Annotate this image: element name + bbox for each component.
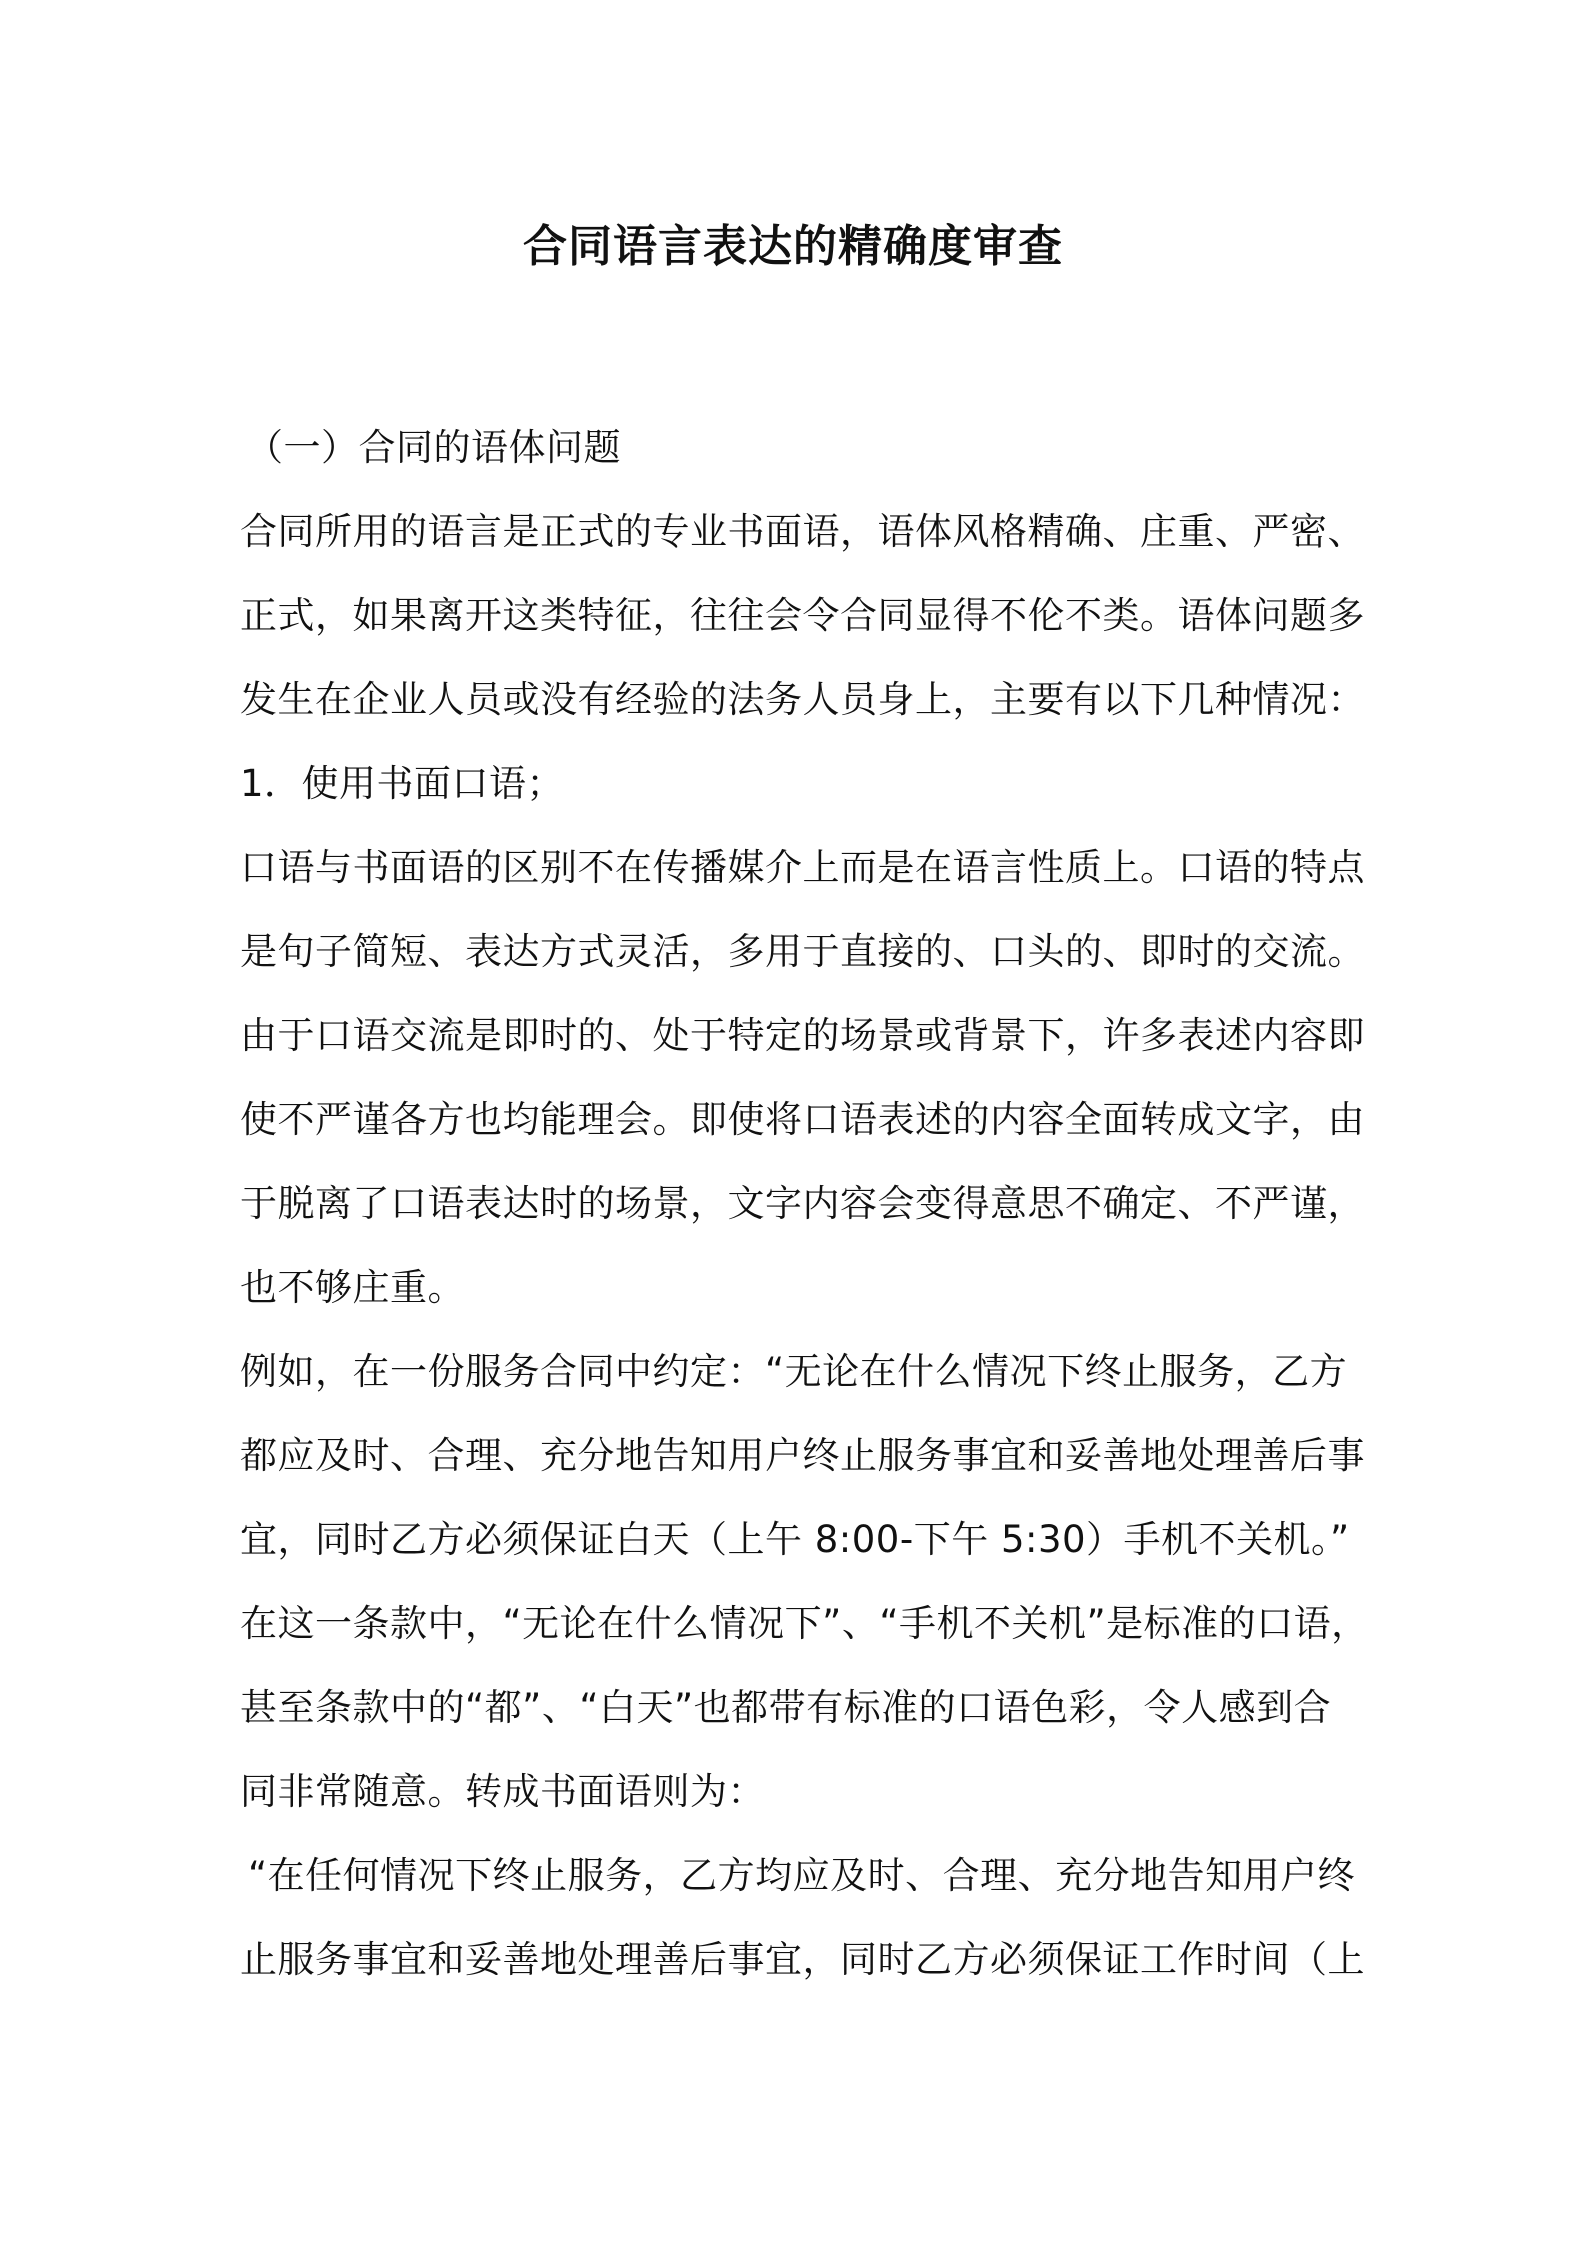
quoted-paragraph-line: 止服务事宜和妥善地处理善后事宜，同时乙方必须保证工作时间（上 [240, 1938, 1365, 1981]
paragraph-line: 宜，同时乙方必须保证白天（上午 8:00-下午 5:30）手机不关机。” [240, 1518, 1350, 1561]
paragraph-line: 在这一条款中，“无论在什么情况下”、“手机不关机”是标准的口语， [240, 1602, 1369, 1645]
paragraph-line: 都应及时、合理、充分地告知用户终止服务事宜和妥善地处理善后事 [240, 1434, 1365, 1477]
paragraph-line: 同非常随意。转成书面语则为： [240, 1770, 765, 1813]
paragraph-line: 也不够庄重。 [240, 1266, 465, 1309]
document-title: 合同语言表达的精确度审查 [523, 221, 1063, 272]
list-item-heading: 1．使用书面口语； [240, 762, 565, 805]
paragraph-line: 例如，在一份服务合同中约定：“无论在什么情况下终止服务，乙方 [240, 1350, 1348, 1393]
paragraph-line: 于脱离了口语表达时的场景，文字内容会变得意思不确定、不严谨， [240, 1182, 1365, 1225]
section-heading: （一）合同的语体问题 [246, 426, 621, 469]
quoted-paragraph-line: “在任何情况下终止服务，乙方均应及时、合理、充分地告知用户终 [248, 1854, 1356, 1897]
paragraph-line: 正式，如果离开这类特征，往往会令合同显得不伦不类。语体问题多 [240, 594, 1365, 637]
paragraph-line: 是句子简短、表达方式灵活，多用于直接的、口头的、即时的交流。 [240, 930, 1365, 973]
paragraph-line: 由于口语交流是即时的、处于特定的场景或背景下，许多表述内容即 [240, 1014, 1365, 1057]
paragraph-line: 甚至条款中的“都”、“白天”也都带有标准的口语色彩，令人感到合 [240, 1686, 1332, 1729]
document-body [240, 406, 1369, 2002]
paragraph-line: 发生在企业人员或没有经验的法务人员身上，主要有以下几种情况： [240, 678, 1365, 721]
paragraph-line: 合同所用的语言是正式的专业书面语，语体风格精确、庄重、严密、 [240, 510, 1365, 553]
paragraph-line: 使不严谨各方也均能理会。即使将口语表述的内容全面转成文字，由 [240, 1098, 1365, 1141]
paragraph-line: 口语与书面语的区别不在传播媒介上而是在语言性质上。口语的特点 [240, 846, 1365, 889]
